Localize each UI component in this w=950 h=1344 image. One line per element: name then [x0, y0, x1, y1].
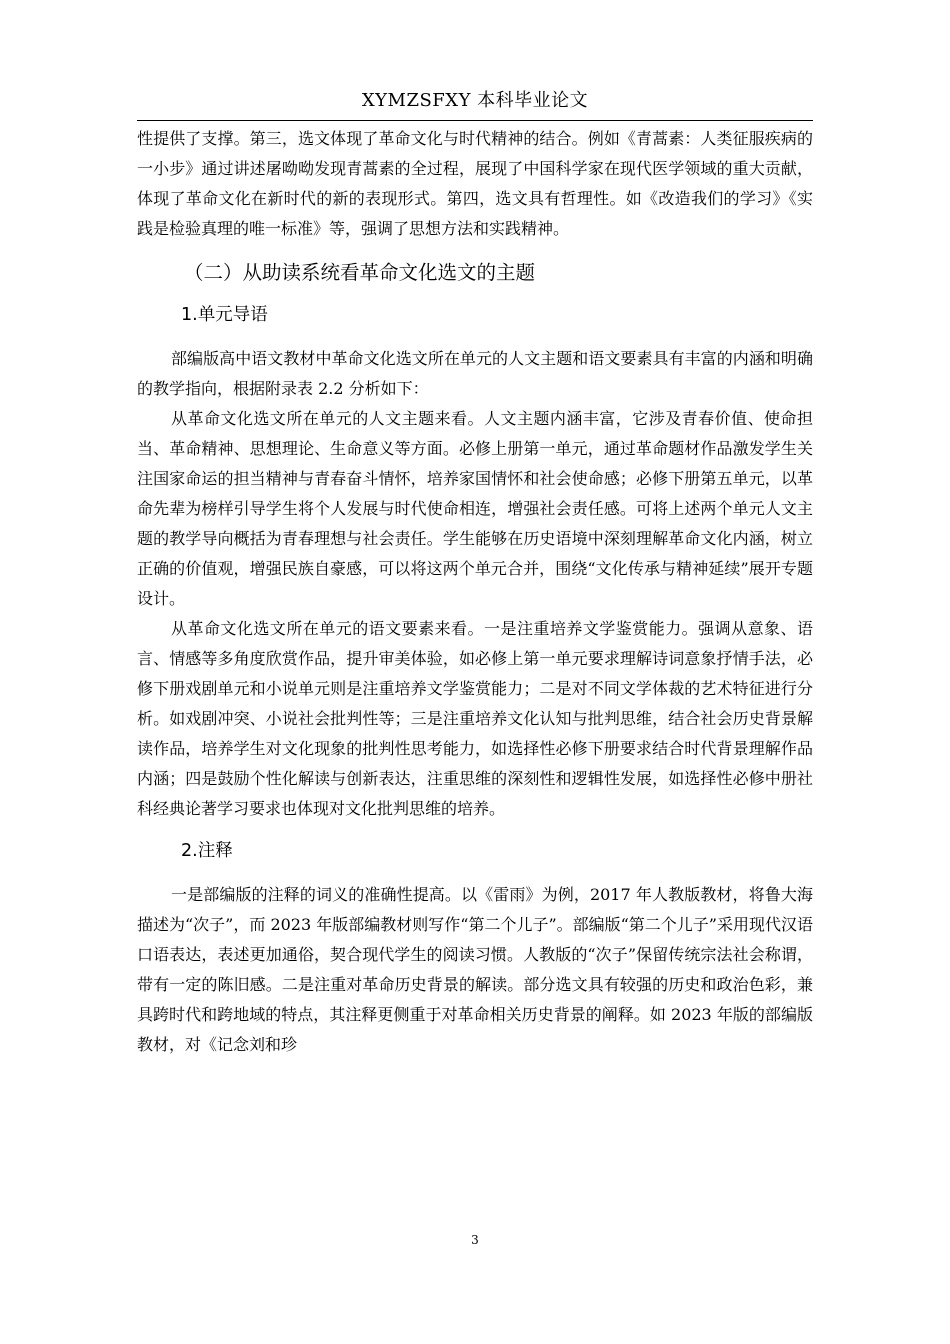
- section-heading: （二）从助读系统看革命文化选文的主题: [184, 261, 536, 284]
- paragraph: 从革命文化选文所在单元的语文要素来看。一是注重培养文学鉴赏能力。强调从意象、语言、情感等多角度欣赏作品，提升审美体验，如必修上第一单元要求理解诗词意象抒情手法，必修下册戏剧单元和小说单元则是注重培养文学鉴赏能力；二是对不同文学体裁的艺术特征进行分析。如戏剧冲突、小说社会批判性等；三是注重培养文化认知与批判思维，结合社会历史背景解读作品，培养学生对文化现象的批判性思考能力，如选择性必修下册要求结合时代背景理解作品内涵；四是鼓励个性化解读与创新表达，注重思维的深刻性和逻辑性发展，如选择性必修中册社科经典论著学习要求也体现对文化批判思维的培养。: [137, 619, 813, 818]
- subsection-heading-annotations: 2.注释: [181, 841, 233, 861]
- paragraph: 部编版高中语文教材中革命文化选文所在单元的人文主题和语文要素具有丰富的内涵和明确的教学指向，根据附录表 2.2 分析如下：: [137, 349, 813, 398]
- paragraph: 一是部编版的注释的词义的准确性提高。以《雷雨》为例，2017 年人教版教材，将鲁大海描述为“次子”，而 2023 年版部编教材则写作“第二个儿子”。部编版“第二个儿子”采用现代汉语口语表达，表述更加通俗，契合现代学生的阅读习惯。人教版的“次子”保留传统宗法社会称谓，带有一定的陈旧感。二是注重对革命历史背景的解读。部分选文具有较强的历史和政治色彩，兼具跨时代和跨地域的特点，其注释更侧重于对革命相关历史背景的阐释。如 2023 年版的部编版教材，对《记念刘和珍: [137, 885, 813, 1054]
- page-number: 3: [471, 1233, 479, 1247]
- subsection-heading-unit-intro: 1.单元导语: [181, 305, 268, 325]
- paragraph: 从革命文化选文所在单元的人文主题来看。人文主题内涵丰富，它涉及青春价值、使命担当、革命精神、思想理论、生命意义等方面。必修上册第一单元，通过革命题材作品激发学生关注国家命运的担当精神与青春奋斗情怀，培养家国情怀和社会使命感；必修下册第五单元，以革命先辈为榜样引导学生将个人发展与时代使命相连，增强社会责任感。可将上述两个单元人文主题的教学导向概括为青春理想与社会责任。学生能够在历史语境中深刻理解革命文化内涵，树立正确的价值观，增强民族自豪感，可以将这两个单元合并，围绕“文化传承与精神延续”展开专题设计。: [137, 409, 813, 608]
- header-divider: [137, 120, 813, 121]
- body-content: [137, 124, 813, 1060]
- running-header: XYMZSFXY 本科毕业论文: [361, 90, 589, 111]
- paragraph-continued: 性提供了支撑。第三，选文体现了革命文化与时代精神的结合。例如《青蒿素：人类征服疾病的一小步》通过讲述屠呦呦发现青蒿素的全过程，展现了中国科学家在现代医学领域的重大贡献，体现了革命文化在新时代的新的表现形式。第四，选文具有哲理性。如《改造我们的学习》《实践是检验真理的唯一标准》等，强调了思想方法和实践精神。: [137, 129, 813, 238]
